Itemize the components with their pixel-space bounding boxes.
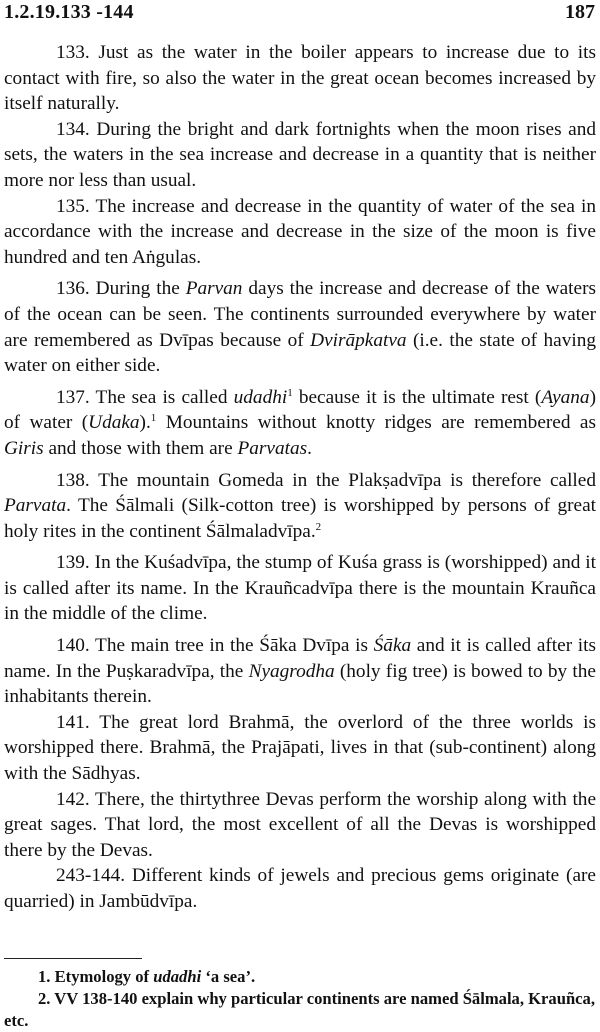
verse-139: [4, 550, 596, 627]
verse-141: [4, 710, 596, 787]
footnote-marker: 1: [287, 386, 293, 399]
text-run: and those with them are: [43, 437, 238, 459]
text-run: 133. Just as the water in the boiler appears to increase due to its contact with fire, so also the water in the great ocean becomes increased by itself naturally.: [4, 42, 596, 115]
text-run: (i.e. the state of having water on either side.: [4, 329, 596, 377]
text-run: because it is the ultimate rest (: [292, 386, 542, 408]
text-run: .: [307, 437, 312, 459]
verse-135: [4, 194, 596, 271]
verse-133: [4, 40, 596, 117]
italic-term: Udaka: [88, 412, 140, 434]
footnote-1: [4, 966, 596, 988]
footnote-marker: 2: [315, 520, 322, 533]
text-run: . The Śālmali (Silk-cotton tree) is worshipped by persons of great holy rites in the continent Śālmaladvīpa.: [4, 495, 596, 542]
page-number: 187: [565, 1, 595, 23]
italic-term: Parvatas: [237, 437, 308, 459]
text-run: 135. The increase and decrease in the quantity of water of the sea in accordance with the increase and decrease in the size of the moon is five hundred and ten Aṅgulas.: [4, 195, 596, 268]
text-run: and it is called after its name. In the Puṣkaradvīpa, the: [4, 635, 596, 682]
italic-term: Parvata: [4, 495, 67, 517]
italic-term: Parvan: [185, 278, 243, 300]
verse-137: [4, 385, 596, 462]
text-run: ).: [139, 412, 151, 434]
text-run: days the increase and decrease of the waters of the ocean can be seen. The continents surrounded everywhere by water are remembered as Dvīpas because of: [4, 278, 596, 351]
text-run: ) of water (: [4, 386, 596, 434]
text-run: 136. During the: [56, 278, 186, 300]
text-run: 139. In the Kuśadvīpa, the stump of Kuśa grass is (worshipped) and it is called after its name. In the Krauñcadvīpa there is the mountain Krauñca in the middle of the clime.: [4, 552, 596, 625]
text-run: 243-144. Different kinds of jewels and precious gems originate (are quarried) in Jambūdvīpa.: [4, 865, 596, 912]
footnote-marker: 1: [150, 412, 157, 425]
footnotes: [4, 966, 596, 1032]
text-run: (holy fig tree) is bowed to by the inhabitants therein.: [4, 660, 596, 708]
text-run: 137. The sea is called: [56, 386, 234, 408]
italic-term: Śāka: [373, 635, 412, 657]
text-run: 140. The main tree in the Śāka Dvīpa is: [56, 635, 374, 657]
italic-term: udadhi: [153, 967, 202, 986]
text-run: 138. The mountain Gomeda in the Plakṣadvīpa is therefore called: [56, 469, 596, 491]
text-run: 134. During the bright and dark fortnights when the moon rises and sets, the waters in the sea increase and decrease in a quantity that is neither more nor less than usual.: [4, 118, 596, 191]
italic-term: Giris: [4, 437, 44, 459]
verse-136: [4, 276, 596, 378]
text-run: 2. VV 138-140 explain why particular continents are named Śālmala, Krauñca, etc.: [4, 989, 595, 1030]
italic-term: udadhi: [233, 386, 288, 408]
text-run: 141. The great lord Brahmā, the overlord of the three worlds is worshipped there. Brahmā, the Prajāpati, lives in that (sub-continent) along with the Sādhyas.: [4, 711, 596, 785]
verse-138: [4, 468, 596, 545]
verse-140: [4, 633, 596, 710]
body-text: [4, 40, 596, 915]
page-header: [0, 0, 600, 30]
verse-142: [4, 787, 596, 864]
running-head: 1.2.19.133 -144: [4, 1, 134, 23]
verse-143-144: [4, 863, 596, 914]
text-run: Mountains without knotty ridges are remembered as: [156, 412, 596, 434]
italic-term: Nyagrodha: [248, 660, 335, 682]
text-run: ‘a sea’.: [201, 967, 256, 986]
footnote-divider: [4, 958, 142, 959]
text-run: 1. Etymology of: [38, 967, 154, 986]
italic-term: Dvirāpkatva: [310, 329, 407, 351]
footnote-2: [4, 988, 596, 1032]
italic-term: Ayana: [541, 386, 590, 408]
text-run: 142. There, the thirtythree Devas perform the worship along with the great sages. That lord, the most excellent of all the Devas is worshipped there by the Devas.: [4, 788, 596, 861]
verse-134: [4, 117, 596, 194]
